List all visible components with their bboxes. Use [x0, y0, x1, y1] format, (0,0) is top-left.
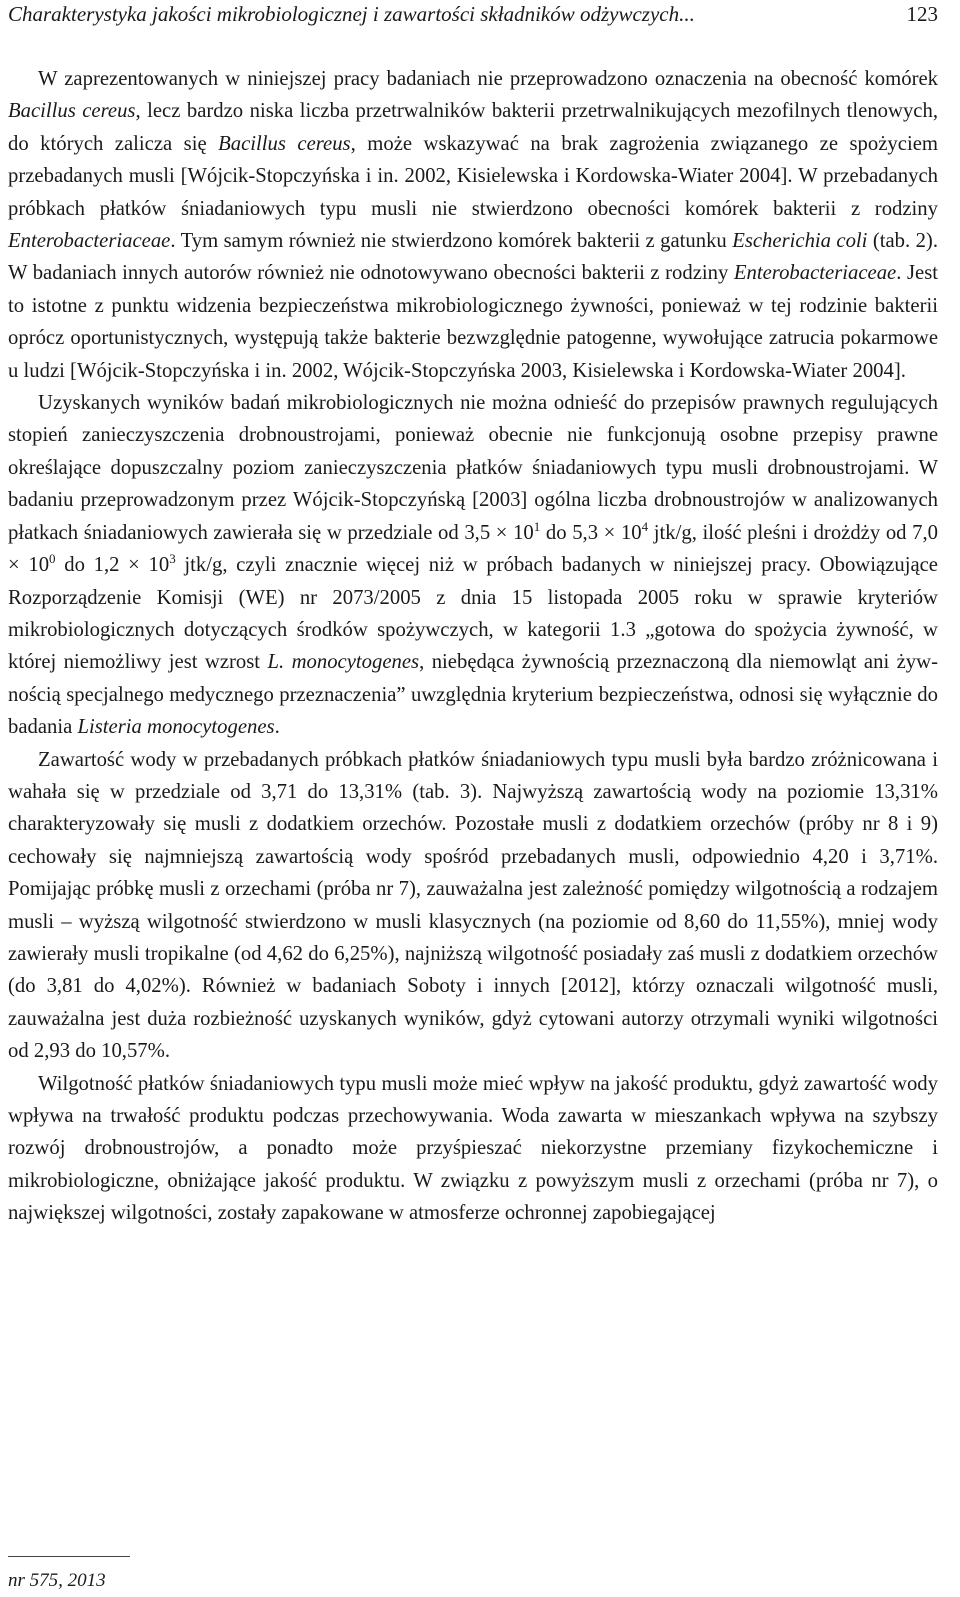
- paragraph: [8, 744, 938, 1068]
- exponent: 4: [641, 518, 649, 534]
- text-run: Wilgotność płatków śniadaniowych typu musli może mieć wpływ na jakość produktu, gdyż zawartość wody wpływa na trwałość produktu podczas przechowywania. Woda zawarta w mieszankach wpływa na szybszy rozwój drobnoustrojów, a ponadto może przyśpieszać niekorzystne przemiany fizykochemiczne i mikrobiologiczne, obniżające jakość produktu. W związku z powyższym musli z orzechami (próba nr 7), o największej wilgotności, zostały zapakowane w atmosferze ochronnej zapobiegającej: [8, 1072, 938, 1225]
- page-header: [8, 0, 938, 28]
- text-run: Uzyskanych wyników badań mikrobiologicznych nie można odnieść do przepisów prawnych regulujących stopień zanieczyszczenia drobnoustrojami, ponieważ obecnie nie funkcjonują osobne przepisy prawne określające dopuszczalny poziom zanieczyszczenia płatków śniadaniowych typu musli drobnoustrojami. W badaniu przeprowadzonym przez Wójcik-Stopczyńską [2003] ogólna liczba drobnoustrojów w analizowanych płatkach śniadaniowych zawierała się w przedziale od 3,5 × 10: [8, 392, 938, 544]
- italic-term: Enterobacteriaceae: [733, 262, 897, 285]
- paragraph: [8, 1068, 938, 1230]
- italic-term: Enterobacteriaceae: [8, 230, 171, 253]
- text-run: . Jest to istotne z punktu widzenia bezpieczeństwa mikrobiologicznego żywności, ponieważ w tej rodzinie bakterii oprócz oportunistycznych, występują także bakterie bezwzględnie patogenne, wywołujące zatrucia pokarmowe u ludzi [Wójcik-Stopczyńska i in. 2002, Wójcik-Stopczyńska 2003, Kisielewska i Kordowska-Wiater 2004].: [8, 262, 939, 382]
- text-run: , niebędąca żywnością przeznaczoną dla niemowląt ani żywnością specjalnego medycznego przeznaczenia” uwzględnia kryterium bezpieczeństwa, odnosi się wyłącznie do badania: [8, 651, 938, 739]
- text-run: do 1,2 × 10: [55, 554, 170, 577]
- exponent: 0: [49, 551, 56, 567]
- text-run: , lecz bardzo niska liczba przetrwalników bakterii przetrwalnikujących mezofilnych tlenowych, do których zalicza się: [8, 100, 938, 155]
- italic-term: Bacillus cereus: [8, 100, 136, 123]
- text-run: jtk/g, czyli znacznie więcej niż w próbach badanych w niniejszej pracy. Obowiązujące Rozporządzenie Komisji (WE) nr 2073/2005 z dnia 15 listopada 2005 roku w sprawie kryteriów mikrobiologicznych dotyczących środków spożywczych, w kategorii 1.3 „gotowa do spożycia żywność, w której niemożliwy jest wzrost: [8, 554, 938, 674]
- running-title: Charakterystyka jakości mikrobiologicznej i zawartości składników odżywczych...: [8, 2, 695, 26]
- paragraph: [8, 63, 938, 387]
- footer-rule: [8, 1556, 130, 1557]
- italic-term: L. monocytogenes: [267, 651, 420, 674]
- text-run: W zaprezentowanych w niniejszej pracy badaniach nie przeprowadzono oznaczenia na obecność komórek: [38, 68, 938, 90]
- exponent: 3: [169, 551, 176, 567]
- text-run: Zawartość wody w przebadanych próbkach płatków śniadaniowych typu musli była bardzo zróżnicowana i wahała się w przedziale od 3,71 do 13,31% (tab. 3). Najwyższą zawartością wody na poziomie 13,31% charakteryzowały się musli z dodatkiem orzechów. Pozostałe musli z dodatkiem orzechów (próby nr 8 i 9) cechowały się najmniejszą zawartością wody spośród przebadanych musli, odpowiednio 4,20 i 3,71%. Pomijając próbkę musli z orzechami (próba nr 7), zauważalna jest zależność pomiędzy wilgotnością a rodzajem musli – wyższą wilgotność stwierdzono w musli klasycznych (na poziomie od 8,60 do 11,55%), mniej wody zawierały musli tropikalne (od 4,62 do 6,25%), najniższą wilgotność posiadały zaś musli z dodatkiem orzechów (do 3,81 do 4,02%). Również w badaniach Soboty i innych [2012], którzy oznaczali wilgotność musli, zauważalna jest duża rozbieżność uzyskanych wyników, gdyż cytowani autorzy otrzymali wyniki wilgotności od 2,93 do 10,57%.: [8, 748, 938, 1063]
- text-run: . Tym samym również nie stwierdzono komórek bakterii z gatunku: [170, 230, 733, 253]
- text-run: jtk/g, ilość pleśni i drożdży od 7,0 × 10: [8, 521, 938, 577]
- italic-term: Bacillus cereus: [218, 132, 351, 155]
- text-run: .: [274, 716, 280, 739]
- page-number: 123: [906, 2, 938, 26]
- exponent: 1: [533, 518, 541, 534]
- body-text: [8, 63, 938, 1230]
- text-run: , może wskazywać na brak zagrożenia związanego ze spożyciem przebadanych musli [Wójcik-Stopczyńska i in. 2002, Kisielewska i Kordowska-Wiater 2004]. W przebadanych próbkach płatków śniadaniowych typu musli nie stwierdzono obecności komórek bakterii z rodziny: [8, 132, 938, 220]
- footer-journal-ref: nr 575, 2013: [8, 1570, 106, 1591]
- text-run: do 5,3 × 10: [540, 521, 642, 544]
- italic-term: Escherichia coli: [732, 230, 868, 253]
- italic-term: Listeria monocytogenes: [77, 716, 275, 739]
- text-run: (tab. 2). W badaniach innych autorów również nie odnotowywano obecności bakterii z rodziny: [8, 230, 938, 285]
- paragraph: [8, 387, 938, 743]
